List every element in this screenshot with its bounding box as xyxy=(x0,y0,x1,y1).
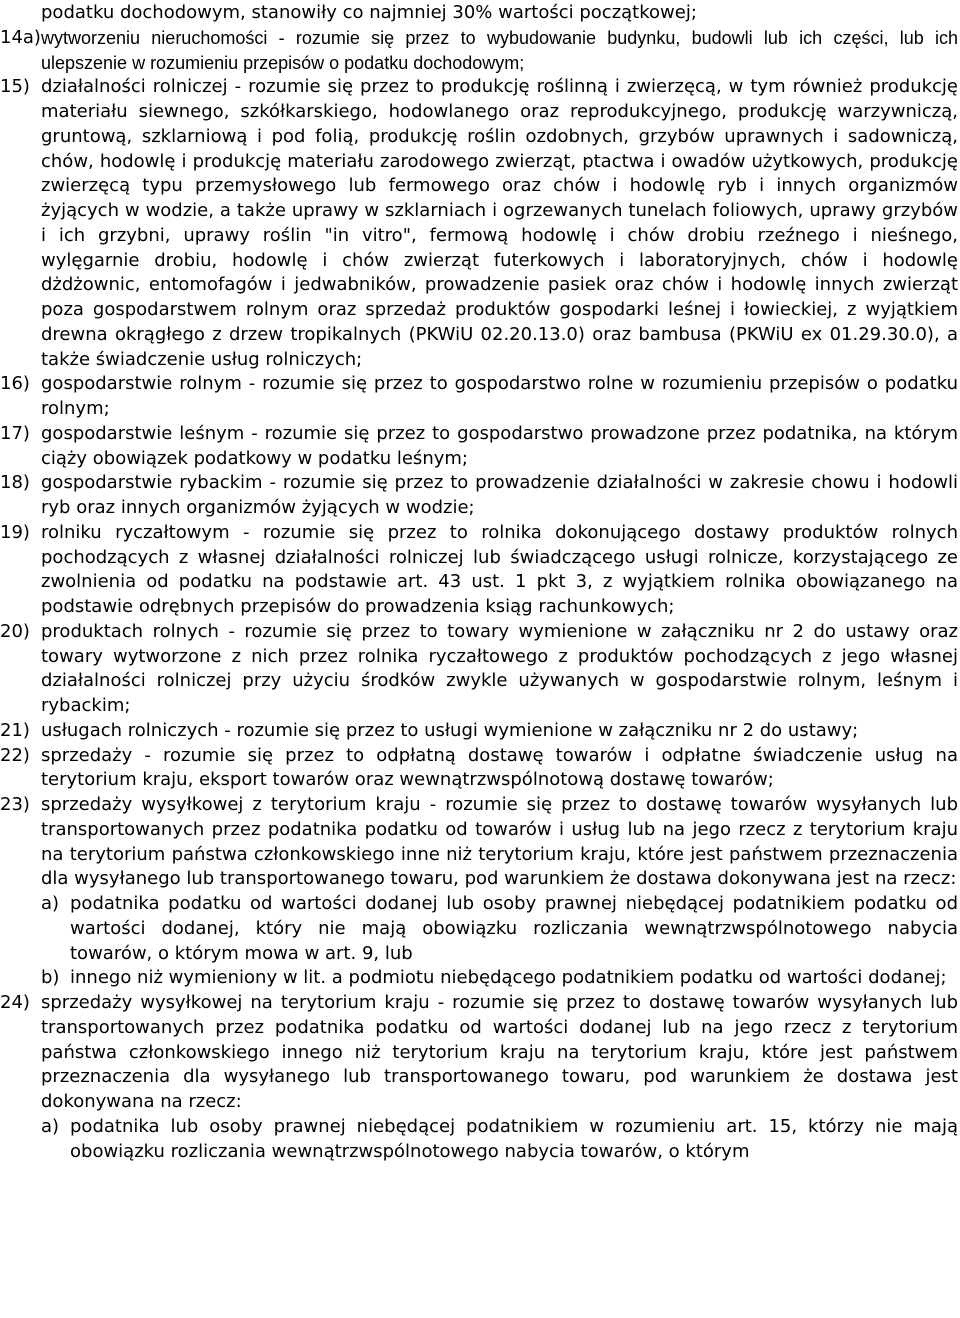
item-number: 19) xyxy=(0,521,30,543)
sub-item-text: podatnika podatku od wartości dodanej lub osoby prawnej niebędącej podatnikiem podatku od wartości dodanej, który nie mają obowiązku rozliczania wewnątrzwspólnotowego nabycia towarów, o którym mowa w art. 9, lub xyxy=(70,893,958,964)
item-text: produktach rolnych - rozumie się przez to towary wymienione w załączniku nr 2 do ustawy oraz towary wytworzone z nich przez rolnika ryczałtowego z produktów pochodzących z jego własnej działalności rolniczej przy użyciu środków zwykle używanych w gospodarstwie rolnym, leśnym i rybackim; xyxy=(41,620,958,716)
item-text: sprzedaży wysyłkowej na terytorium kraju - rozumie się przez to dostawę towarów wysyłanych lub transportowanych przez podatnika podatku od wartości dodanej lub na jego rzecz z terytorium państwa członkowskiego innego niż terytorium kraju na terytorium kraju, które jest państwem przeznaczenia dla wysyłanego lub transportowanego towaru, pod warunkiem że dostawa jest dokonywana na rzecz: xyxy=(41,992,958,1112)
list-item-17 xyxy=(0,422,960,472)
item-number: 18) xyxy=(0,472,30,494)
item-text: gospodarstwie leśnym - rozumie się przez to gospodarstwo prowadzone przez podatnika, na którym ciąży obowiązek podatkowy w podatku leśnym; xyxy=(41,422,958,469)
sub-item-23b xyxy=(0,966,960,991)
sub-item-text: innego niż wymieniony w lit. a podmiotu niebędącego podatnikiem podatku od wartości dodanej; xyxy=(70,967,947,989)
item-number: 14a) xyxy=(0,26,41,48)
item-number: 23) xyxy=(0,794,30,815)
item-text: usługach rolniczych - rozumie się przez to usługi wymienione w załączniku nr 2 do ustawy; xyxy=(41,719,859,741)
item-text: gospodarstwie rybackim - rozumie się przez to prowadzenie działalności w zakresie chowu i hodowli ryb oraz innych organizmów żyjących w wodzie; xyxy=(41,472,958,518)
sub-item-letter: b) xyxy=(41,967,60,989)
continuation-paragraph xyxy=(0,1,960,26)
sub-item-text: podatnika lub osoby prawnej niebędącej podatnikiem w rozumieniu art. 15, którzy nie mają obowiązku rozliczania wewnątrzwspólnotowego nabycia towarów, o którym xyxy=(70,1115,958,1162)
list-item-20 xyxy=(0,620,960,719)
item-text: sprzedaży wysyłkowej z terytorium kraju - rozumie się przez to dostawę towarów wysyłanych lub transportowanych przez podatnika podatku od towarów i usług lub na jego rzecz z terytorium kraju na terytorium państwa członkowskiego inne niż terytorium kraju, które jest państwem przeznaczenia dla wysyłanego lub transportowanego towaru, pod warunkiem że dostawa dokonywana jest na rzecz: xyxy=(41,794,958,890)
item-text: gospodarstwie rolnym - rozumie się przez to gospodarstwo rolne w rozumieniu przepisów o podatku rolnym; xyxy=(41,373,958,419)
item-number: 22) xyxy=(0,744,30,766)
sub-item-24a xyxy=(0,1115,960,1165)
item-number: 16) xyxy=(0,373,30,395)
sub-item-letter: a) xyxy=(41,1115,60,1137)
list-item-21 xyxy=(0,719,960,744)
list-item-18 xyxy=(0,471,960,521)
sub-item-23a xyxy=(0,892,960,966)
list-item-23 xyxy=(0,793,960,892)
document-page xyxy=(0,1,960,1318)
item-number: 17) xyxy=(0,422,30,444)
list-item-16 xyxy=(0,372,960,422)
list-item-24 xyxy=(0,991,960,1115)
item-number: 20) xyxy=(0,620,30,642)
sub-item-letter: a) xyxy=(41,893,60,914)
list-item-15 xyxy=(0,75,960,372)
paragraph-text: podatku dochodowym, stanowiły co najmniej 30% wartości początkowej; xyxy=(41,2,697,23)
item-number: 15) xyxy=(0,76,30,98)
list-item-14a xyxy=(0,26,960,76)
item-text: sprzedaży - rozumie się przez to odpłatną dostawę towarów i odpłatne świadczenie usług na terytorium kraju, eksport towarów oraz wewnątrzwspólnotową dostawę towarów; xyxy=(41,744,958,791)
list-item-19 xyxy=(0,521,960,620)
item-number: 21) xyxy=(0,719,30,741)
item-text: wytworzeniu nieruchomości - rozumie się przez to wybudowanie budynku, budowli lub ich części, lub ich ulepszenie w rozumieniu przepisów o podatku dochodowym; xyxy=(41,27,958,73)
item-number: 24) xyxy=(0,992,30,1013)
list-item-22 xyxy=(0,744,960,794)
item-text: działalności rolniczej - rozumie się przez to produkcję roślinną i zwierzęcą, w tym również produkcję materiału siewnego, szkółkarskiego, hodowlanego oraz reprodukcyjnego, produkcję warzywniczą, gruntową, szklarniową i pod folią, produkcję roślin ozdobnych, grzybów uprawnych i sadowniczą, chów, hodowlę i produkcję materiału zarodowego zwierząt, ptactwa i owadów użytkowych, produkcję zwierzęcą typu przemysłowego lub fermowego oraz chów i hodowlę ryb i innych organizmów żyjących w wodzie, a także uprawy w szklarniach i ogrzewanych tunelach foliowych, uprawy grzybów i ich grzybni, uprawy roślin "in vitro", fermową hodowlę i chów drobiu rzeźnego i nieśnego, wylęgarnie drobiu, hodowlę i chów zwierząt futerkowych i laboratoryjnych, chów i hodowlę dżdżownic, entomofagów i jedwabników, prowadzenie pasiek oraz chów i hodowlę innych zwierząt poza gospodarstwem rolnym oraz sprzedaż produktów gospodarki leśnej i łowieckiej, z wyjątkiem drewna okrągłego z drzew tropikalnych (PKWiU 02.20.13.0) oraz bambusa (PKWiU ex 01.29.30.0), a także świadczenie usług rolniczych; xyxy=(41,76,958,370)
item-text: rolniku ryczałtowym - rozumie się przez to rolnika dokonującego dostawy produktów rolnych pochodzących z własnej działalności rolniczej lub świadczącego usługi rolnicze, korzystającego ze zwolnienia od podatku na podstawie art. 43 ust. 1 pkt 3, z wyjątkiem rolnika obowiązanego na podstawie odrębnych przepisów do prowadzenia ksiąg rachunkowych; xyxy=(41,521,958,617)
